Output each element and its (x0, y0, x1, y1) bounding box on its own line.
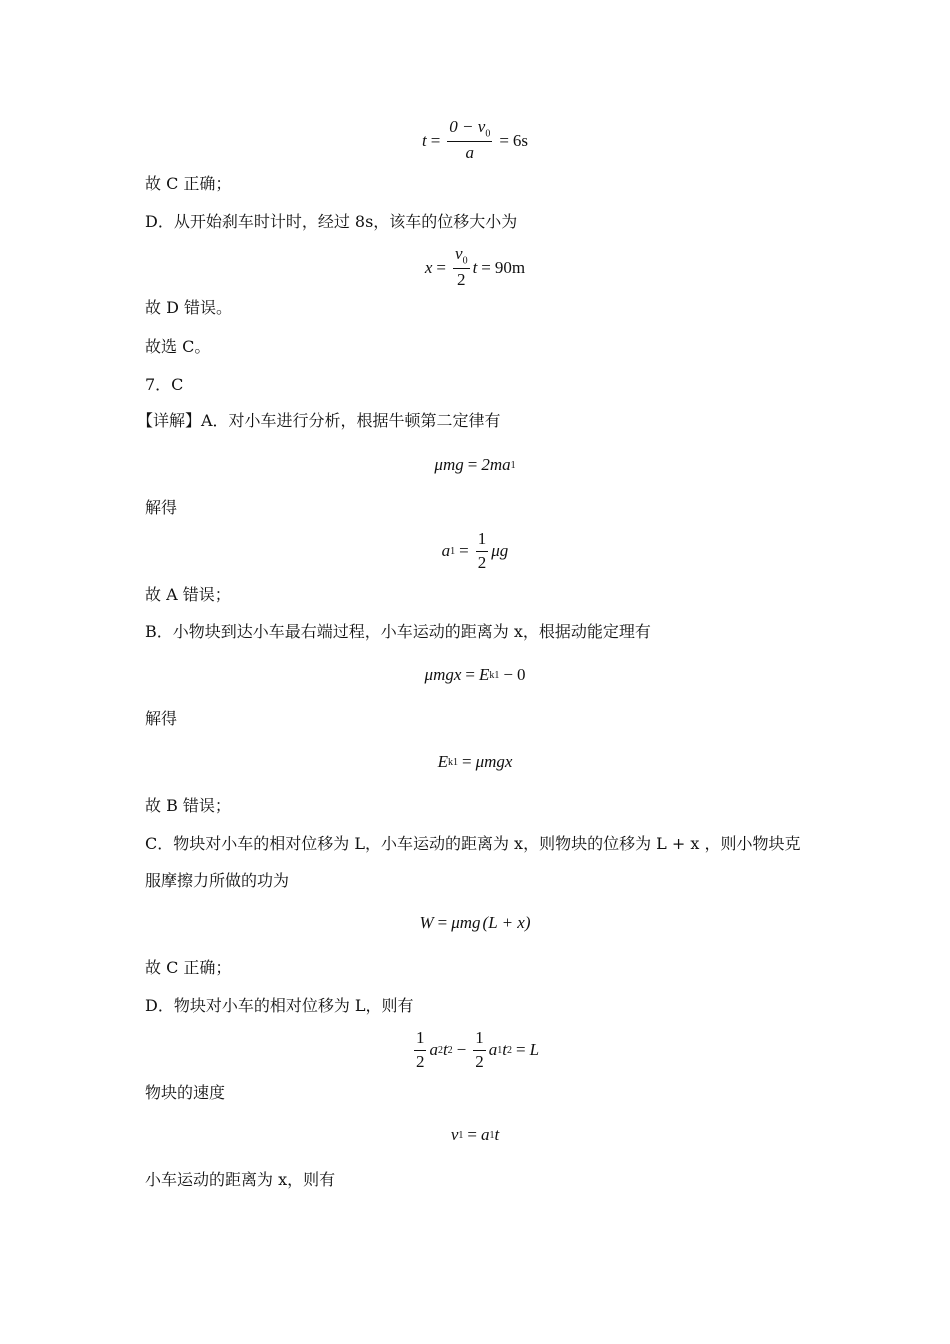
fraction-numerator: $0 - v_0$ (447, 118, 492, 142)
fraction (473, 1029, 486, 1071)
text-line: 物块的速度 (145, 1083, 226, 1102)
fraction-denominator: a (465, 143, 475, 163)
eq-symbol: a (488, 1040, 498, 1060)
eq-symbol: W (419, 913, 434, 932)
eq-symbol: t (472, 257, 478, 277)
eq-symbol: t (442, 1040, 448, 1060)
eq-symbol: a (441, 541, 451, 561)
eq-symbol: a (429, 1040, 438, 1060)
eq-symbol: x (424, 257, 433, 277)
eq-operator: = (516, 1040, 526, 1060)
equation-work (0, 913, 950, 933)
eq-symbol: t (502, 1040, 507, 1060)
eq-operator: = (437, 913, 448, 932)
text-line: 解得 (145, 709, 178, 728)
fraction-denominator: 2 (475, 1051, 484, 1071)
fraction-numerator: $v_0$ (453, 245, 470, 269)
text-line: 故 C 正确； (145, 174, 232, 193)
eq-symbol: μg (491, 541, 509, 561)
eq-operator: − (503, 665, 513, 684)
eq-value: 6s (512, 130, 529, 150)
text-line: 解得 (145, 498, 178, 517)
equation-time (0, 118, 950, 163)
fraction-denominator: 2 (415, 1051, 425, 1071)
eq-operator: = (459, 541, 469, 561)
text-line: D．物块对小车的相对位移为 L，则有 (145, 996, 414, 1015)
eq-symbol: v (450, 1125, 459, 1144)
eq-symbol: μmg (434, 455, 464, 474)
eq-operator: = (461, 752, 472, 771)
text-line: 故 C 正确； (145, 958, 232, 977)
text-line: 故 A 错误； (145, 585, 231, 604)
fraction (453, 245, 470, 290)
text-line: 小车运动的距离为 x，则有 (145, 1170, 336, 1189)
equation-velocity: v 1 = a 1 t (450, 1125, 500, 1144)
eq-symbol: a (480, 1125, 490, 1144)
text-line: 故 D 错误。 (145, 298, 233, 317)
equation-work-energy: μmgx = E k1 − 0 (424, 665, 526, 684)
fraction (476, 530, 489, 572)
text-line: 服摩擦力所做的功为 (145, 871, 290, 890)
text-line: D．从开始刹车时计时，经过 8s，该车的位移大小为 (145, 212, 518, 231)
equation-relative-displacement: $\frac{1}{2}$ a 2 t 2 − $\frac{1}{2}$ a 1 t 2 = L (415, 1028, 540, 1071)
eq-operator: = (481, 257, 491, 277)
eq-symbol: E (437, 752, 448, 771)
text-line: 故选 C。 (145, 337, 211, 356)
text-line: B．小物块到达小车最右端过程，小车运动的距离为 x，根据动能定理有 (145, 622, 651, 641)
eq-value: 0 (516, 665, 526, 684)
eq-symbol: μmgx (475, 752, 513, 771)
text-line: 故 B 错误； (145, 796, 231, 815)
eq-symbol: (L + x) (482, 913, 531, 932)
text-line: C．物块对小车的相对位移为 L，小车运动的距离为 x，则物块的位移为 L + x ，则小物块克 (145, 834, 801, 853)
fraction-numerator: 1 (414, 1029, 427, 1051)
eq-symbol: t (494, 1125, 500, 1144)
equation-kinetic-energy: E k1 = μmgx (437, 752, 513, 771)
eq-operator: = (467, 455, 478, 474)
eq-operator: = (465, 665, 475, 684)
fraction (414, 1029, 427, 1071)
eq-operator: = (436, 257, 447, 277)
fraction-denominator: 2 (477, 552, 487, 572)
equation-acceleration: a 1 = $\frac{1}{2}$ μg (441, 529, 509, 572)
eq-symbol: 2ma (481, 455, 511, 474)
fraction-numerator: 1 (476, 530, 489, 552)
eq-symbol: E (478, 665, 490, 684)
eq-operator: − (456, 1040, 467, 1060)
eq-symbol: L (529, 1040, 540, 1060)
text-line: 【详解】A．对小车进行分析，根据牛顿第二定律有 (137, 411, 501, 430)
eq-symbol: t (421, 130, 427, 150)
eq-operator: = (430, 130, 441, 150)
eq-operator: = (499, 130, 509, 150)
question-number: 7．C (145, 375, 184, 394)
eq-operator: = (467, 1125, 477, 1144)
eq-value: 90m (494, 257, 526, 277)
equation-displacement (0, 245, 950, 290)
eq-symbol: μmg (451, 913, 481, 932)
eq-symbol: μmgx (424, 665, 462, 684)
fraction-denominator: 2 (457, 270, 466, 290)
equation-newton: μmg = 2ma 1 (434, 455, 516, 474)
fraction (447, 118, 492, 163)
fraction-numerator: 1 (473, 1029, 486, 1051)
